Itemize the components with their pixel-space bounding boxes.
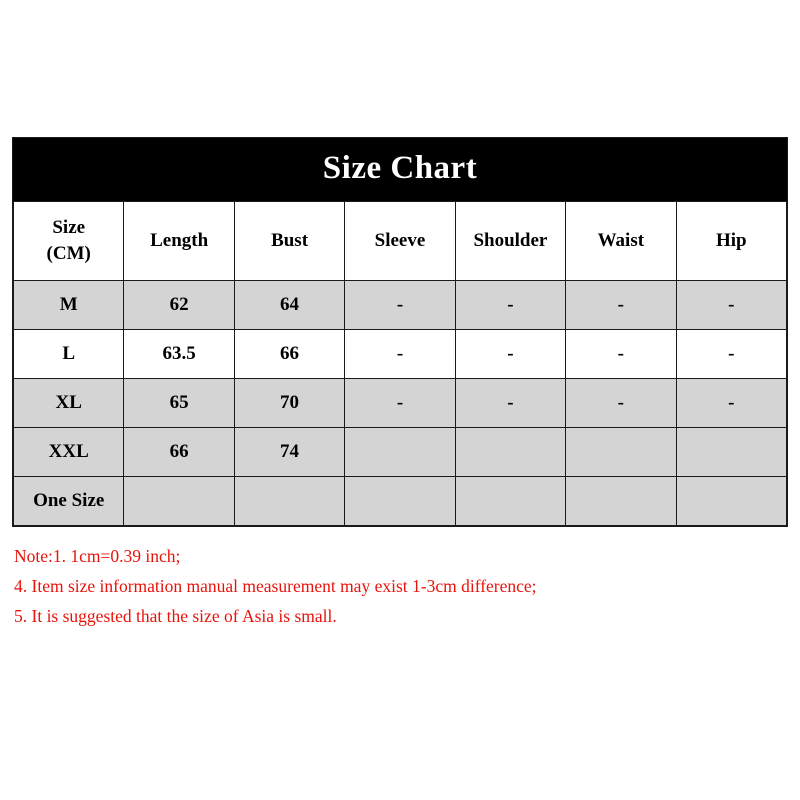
cell-hip: -: [676, 330, 786, 379]
cell-sleeve: -: [345, 379, 455, 428]
table-body: [14, 281, 787, 526]
cell-shoulder: [455, 428, 565, 477]
cell-size: XXL: [14, 428, 124, 477]
cell-hip: [676, 428, 786, 477]
note-line-2: 4. Item size information manual measurement may exist 1-3cm difference;: [14, 576, 537, 597]
header-row: [14, 202, 787, 281]
cell-shoulder: -: [455, 330, 565, 379]
cell-shoulder: -: [455, 281, 565, 330]
cell-bust: [234, 477, 344, 526]
cell-sleeve: -: [345, 330, 455, 379]
cell-length: [124, 477, 234, 526]
chart-title: Size Chart: [13, 138, 787, 201]
table-row: [14, 477, 787, 526]
cell-sleeve: [345, 477, 455, 526]
cell-bust: 70: [234, 379, 344, 428]
column-header-size-line1: Size: [52, 217, 86, 239]
cell-size: One Size: [14, 477, 124, 526]
cell-waist: -: [566, 379, 676, 428]
cell-bust: 74: [234, 428, 344, 477]
cell-waist: [566, 477, 676, 526]
table-row: [14, 428, 787, 477]
column-header-size-line2: (CM): [46, 243, 91, 264]
note-line-1: Note:1. 1cm=0.39 inch;: [14, 546, 181, 566]
cell-sleeve: [345, 428, 455, 477]
size-chart-container: [12, 137, 788, 527]
cell-size: XL: [14, 379, 124, 428]
cell-size: L: [14, 330, 124, 379]
column-header-bust: Bust: [234, 202, 344, 281]
column-header-shoulder: Shoulder: [455, 202, 565, 281]
note-line-3: 5. It is suggested that the size of Asia is small.: [14, 606, 337, 627]
cell-waist: -: [566, 281, 676, 330]
table-row: [14, 281, 787, 330]
size-chart-table: [13, 201, 787, 526]
column-header-hip: Hip: [676, 202, 786, 281]
column-header-length: Length: [124, 202, 234, 281]
table-header: [14, 202, 787, 281]
cell-hip: -: [676, 379, 786, 428]
cell-bust: 64: [234, 281, 344, 330]
cell-bust: 66: [234, 330, 344, 379]
column-header-size: [14, 202, 124, 281]
cell-hip: [676, 477, 786, 526]
cell-length: 62: [124, 281, 234, 330]
column-header-sleeve: Sleeve: [345, 202, 455, 281]
cell-shoulder: -: [455, 379, 565, 428]
cell-waist: [566, 428, 676, 477]
column-header-waist: Waist: [566, 202, 676, 281]
cell-length: 63.5: [124, 330, 234, 379]
cell-shoulder: [455, 477, 565, 526]
table-row: [14, 379, 787, 428]
cell-hip: -: [676, 281, 786, 330]
cell-sleeve: -: [345, 281, 455, 330]
cell-waist: -: [566, 330, 676, 379]
table-row: [14, 330, 787, 379]
cell-length: 66: [124, 428, 234, 477]
cell-length: 65: [124, 379, 234, 428]
chart-notes: [14, 541, 774, 631]
cell-size: M: [14, 281, 124, 330]
